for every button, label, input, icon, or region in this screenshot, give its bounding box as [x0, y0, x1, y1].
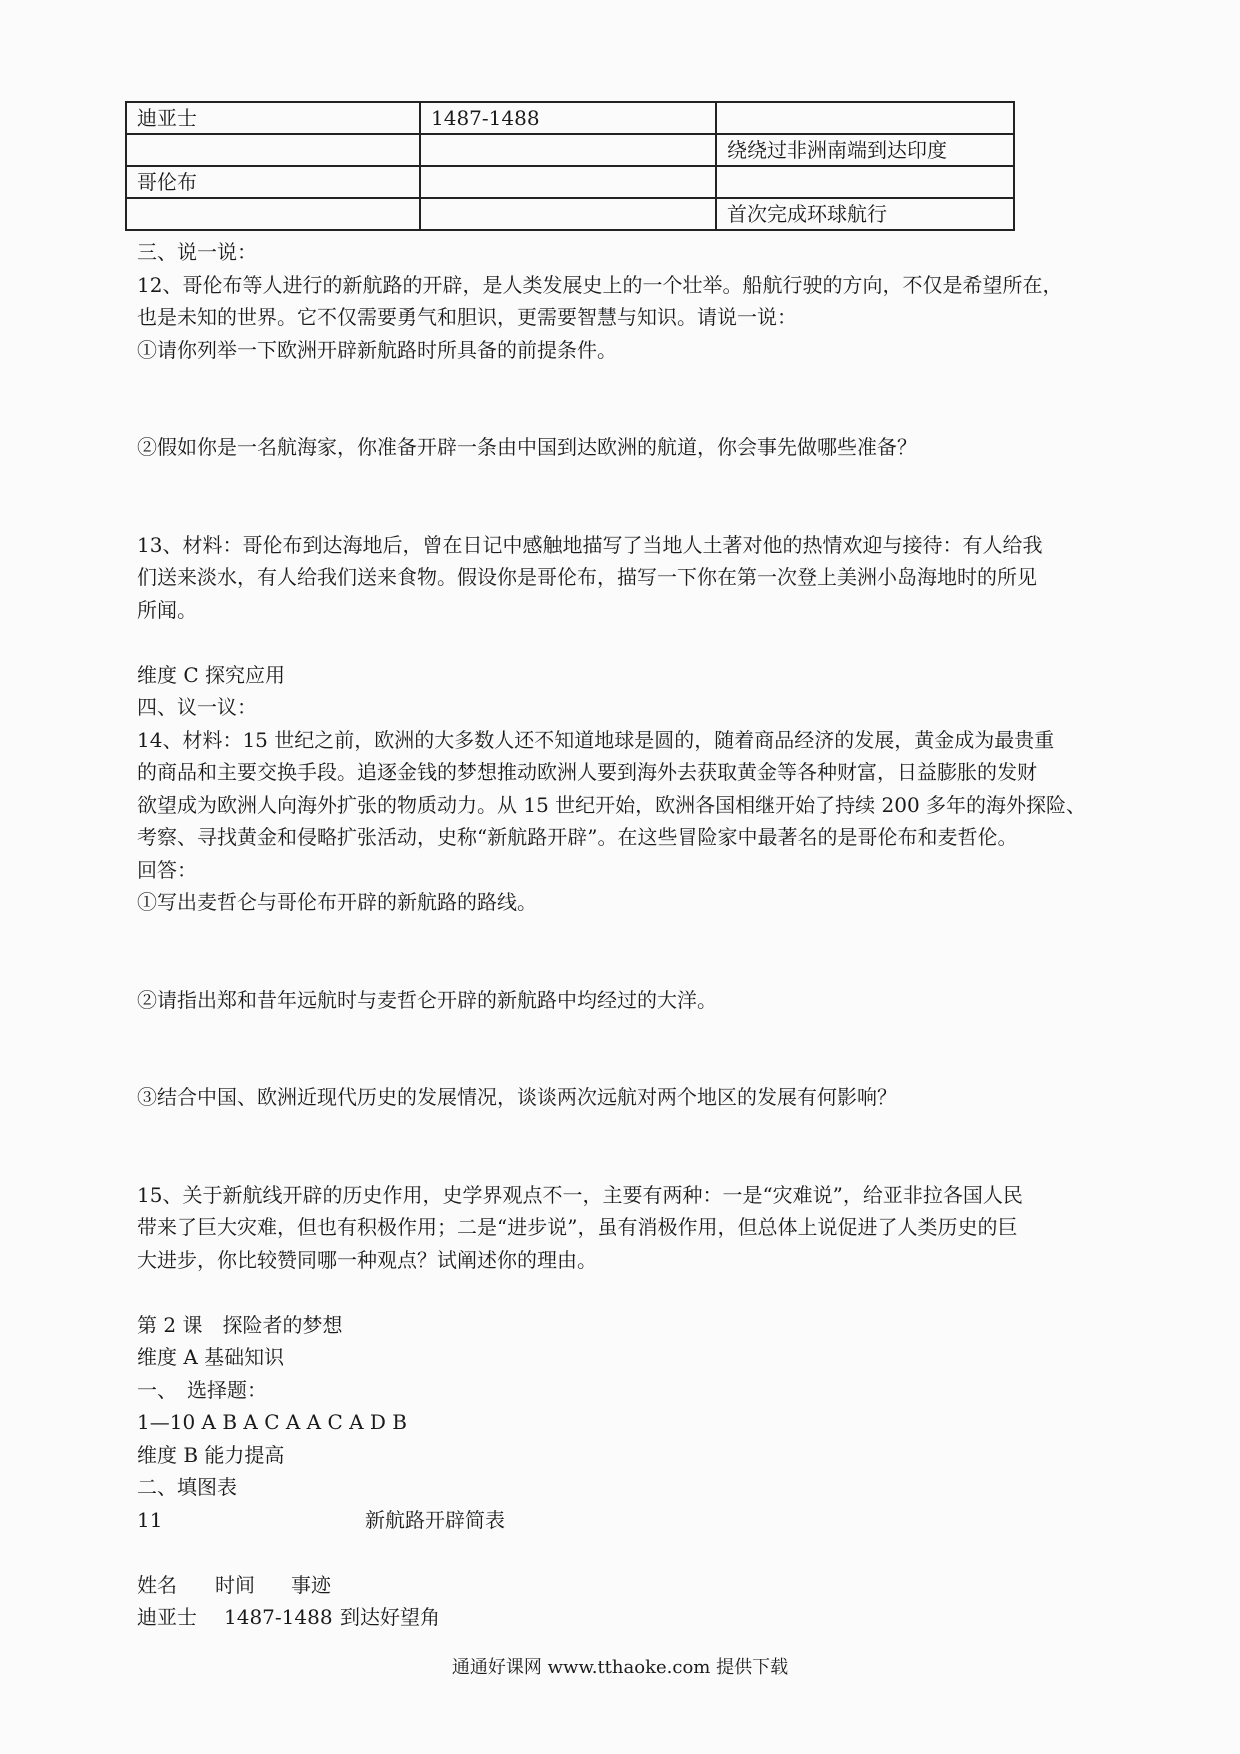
table-row [126, 198, 1014, 230]
table-cell [420, 198, 716, 230]
dimension-heading: 维度 B 能力提高 [137, 1442, 285, 1467]
page-footer: 通通好课网 www.tthaoke.com 提供下载 [451, 1657, 789, 1678]
answer-table-header [137, 1569, 1123, 1602]
table-cell: 绕绕过非洲南端到达印度 [716, 134, 1014, 166]
table-cell [716, 166, 1014, 198]
navigation-table [125, 101, 1015, 231]
question-13-text: 13、材料：哥伦布到达海地后，曾在日记中感触地描写了当地人土著对他的热情欢迎与接待：有人给我 [137, 532, 1043, 557]
question-12-text: 也是未知的世界。它不仅需要勇气和胆识，更需要智慧与知识。请说一说： [137, 305, 797, 329]
question-14-text: 14、材料：15 世纪之前，欧洲的大多数人还不知道地球是圆的，随着商品经济的发展，黄金成为最贵重 [137, 727, 1055, 752]
row-name: 迪亚士 [137, 1605, 197, 1629]
lesson-title: 第 2 课 探险者的梦想 [137, 1312, 343, 1337]
question-15-text: 大进步，你比较赞同哪一种观点？试阐述你的理由。 [137, 1247, 597, 1272]
table-caption: 新航路开辟简表 [365, 1507, 505, 1532]
dimension-heading: 维度 C 探究应用 [137, 662, 286, 687]
question-14-text: 欲望成为欧洲人向海外扩张的物质动力。从 15 世纪开始，欧洲各国相继开始了持续 200 多年的海外探险、 [137, 792, 1087, 817]
item-number: 11 [137, 1507, 163, 1532]
section-heading: 四、议一议： [137, 695, 257, 719]
header-deed: 事迹 [291, 1572, 331, 1597]
dimension-heading: 维度 A 基础知识 [137, 1345, 285, 1369]
answer-key: 1—10 A B A C A A C A D B [137, 1410, 407, 1434]
question-15-text: 15、关于新航线开辟的历史作用，史学界观点不一，主要有两种：一是“灾难说”，给亚非拉各国人民 [137, 1182, 1023, 1207]
row-deed: 到达好望角 [340, 1605, 440, 1629]
header-time: 时间 [215, 1572, 255, 1597]
question-14-answer-label: 回答： [137, 857, 197, 882]
table-cell: 哥伦布 [126, 166, 420, 198]
question-13-text: 所闻。 [137, 597, 197, 622]
question-14-text: 考察、寻找黄金和侵略扩张活动，史称“新航路开辟”。在这些冒险家中最著名的是哥伦布和麦哲伦。 [137, 825, 1018, 849]
question-12-sub-2: ②假如你是一名航海家，你准备开辟一条由中国到达欧洲的航道，你会事先做哪些准备？ [137, 435, 917, 459]
section-heading: 二、填图表 [137, 1475, 237, 1499]
answer-table-row [137, 1601, 1123, 1634]
question-14-sub-3: ③结合中国、欧洲近现代历史的发展情况，谈谈两次远航对两个地区的发展有何影响？ [137, 1085, 897, 1109]
row-time: 1487-1488 [224, 1605, 333, 1629]
question-15-text: 带来了巨大灾难，但也有积极作用；二是“进步说”，虽有消极作用，但总体上说促进了人类历史的巨 [137, 1215, 1018, 1239]
table-cell [126, 198, 420, 230]
table-cell: 首次完成环球航行 [716, 198, 1014, 230]
section-heading: 一、 选择题： [137, 1377, 267, 1402]
question-14-sub-1: ①写出麦哲仑与哥伦布开辟的新航路的路线。 [137, 890, 537, 914]
question-12-sub-1: ①请你列举一下欧洲开辟新航路时所具备的前提条件。 [137, 337, 617, 362]
item-11-line [137, 1504, 1123, 1537]
question-14-sub-2: ②请指出郑和昔年远航时与麦哲仑开辟的新航路中均经过的大洋。 [137, 987, 717, 1012]
header-name: 姓名 [137, 1572, 177, 1597]
table-cell [420, 134, 716, 166]
question-12-text: 12、哥伦布等人进行的新航路的开辟，是人类发展史上的一个壮举。船航行驶的方向，不仅是希望所在， [137, 272, 1063, 297]
table-cell: 迪亚士 [126, 102, 420, 134]
table-cell [716, 102, 1014, 134]
table-row [126, 166, 1014, 198]
table-cell [420, 166, 716, 198]
question-13-text: 们送来淡水，有人给我们送来食物。假设你是哥伦布，描写一下你在第一次登上美洲小岛海地时的所见 [137, 565, 1037, 589]
table-cell: 1487-1488 [420, 102, 716, 134]
document-body [137, 236, 1123, 1634]
table-cell [126, 134, 420, 166]
question-14-text: 的商品和主要交换手段。追逐金钱的梦想推动欧洲人要到海外去获取黄金等各种财富，日益膨胀的发财 [137, 760, 1037, 784]
table-row [126, 134, 1014, 166]
table-row [126, 102, 1014, 134]
section-heading: 三、说一说： [137, 240, 257, 264]
